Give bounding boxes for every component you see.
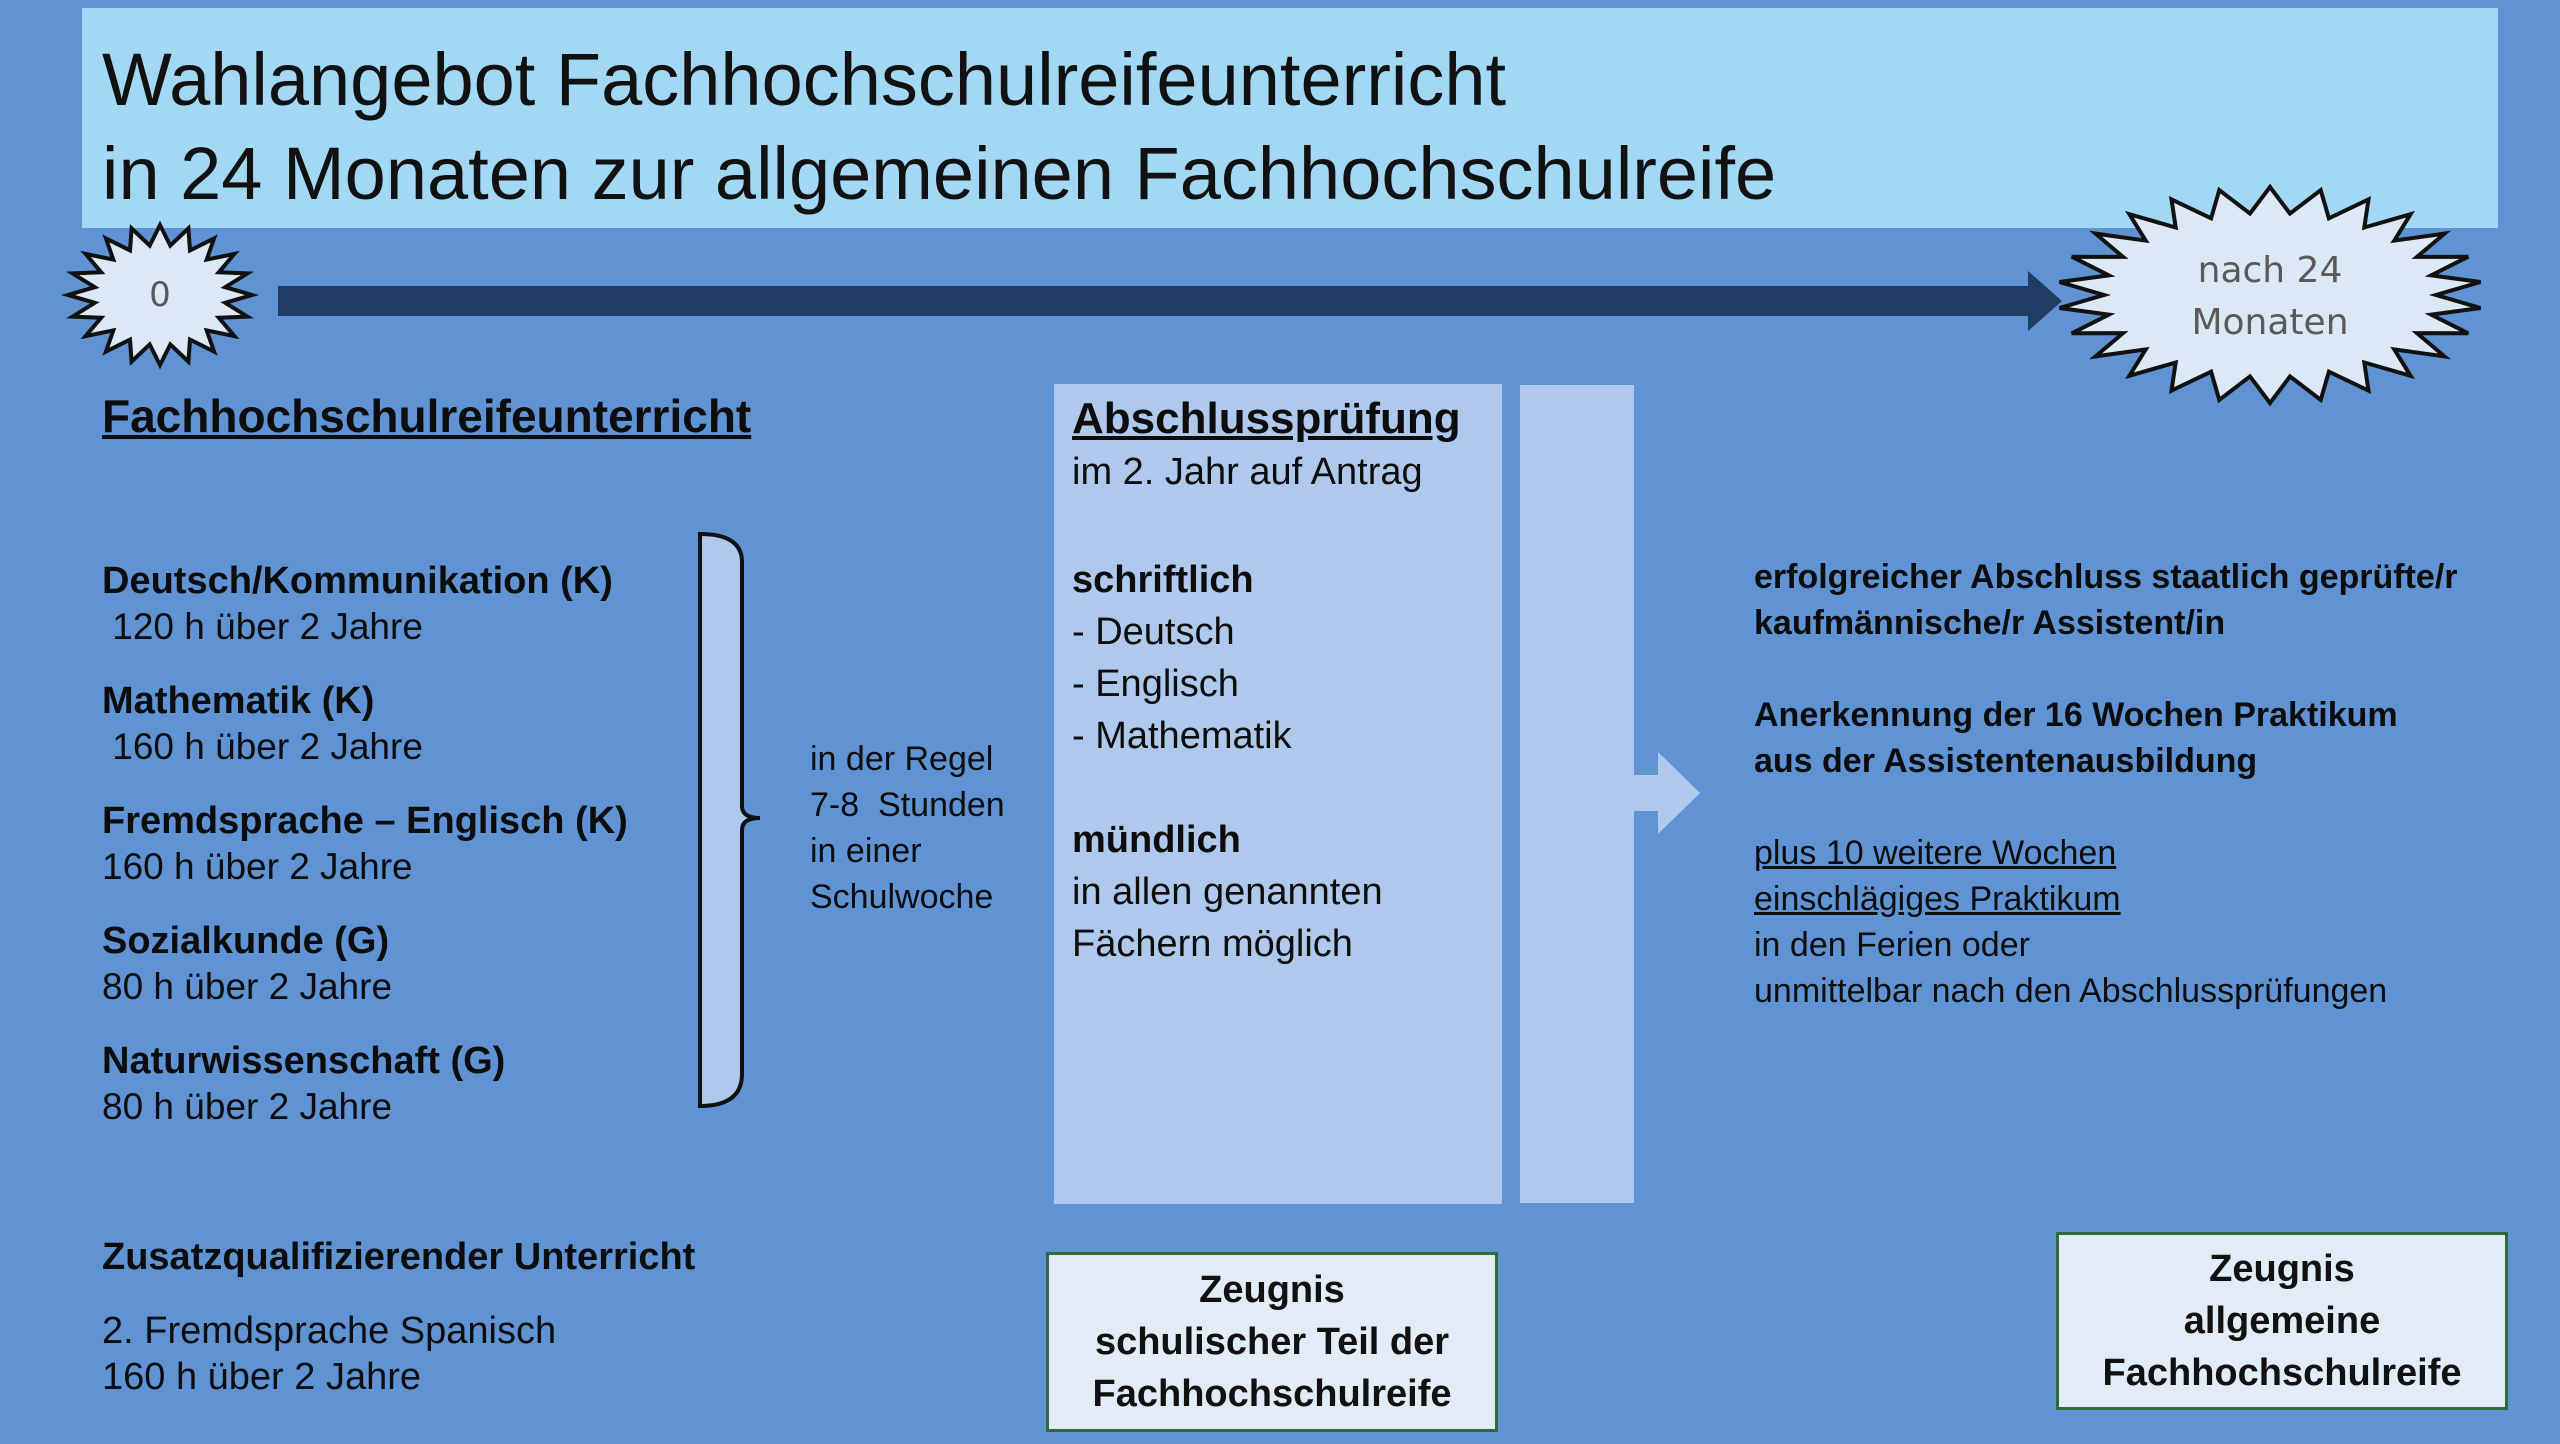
subject-hours: 120 h über 2 Jahre [102, 606, 423, 647]
extra-hours: 160 h über 2 Jahre [102, 1356, 422, 1398]
subject-hours: 80 h über 2 Jahre [102, 966, 393, 1007]
certificate-general [2056, 1232, 2508, 1410]
end-burst [2060, 187, 2481, 403]
certificate-line: schulischer Teil der [1094, 1321, 1450, 1363]
additional-internship-text: einschlägiges Praktikum [1754, 880, 2121, 918]
subject-name: Mathematik (K) [102, 680, 375, 722]
subject-brace [680, 520, 780, 1120]
subject-item [102, 1038, 628, 1158]
start-label: 0 [149, 275, 171, 315]
subject-hours: 160 h über 2 Jahre [102, 846, 413, 887]
written-item: - Mathematik [1072, 715, 1292, 757]
certificate-school-part [1046, 1252, 1498, 1432]
exam-content [1072, 392, 1461, 970]
brace-note [810, 736, 1005, 920]
exam-side-strip [1520, 385, 1634, 1203]
certificate-line: Zeugnis [1199, 1269, 1345, 1311]
internship-timing-text: in den Ferien oder [1754, 926, 2030, 964]
written-item: - Deutsch [1072, 611, 1235, 653]
subject-list [102, 558, 628, 1158]
subject-name: Deutsch/Kommunikation (K) [102, 560, 613, 602]
right-info [1754, 554, 2458, 1014]
certificate-line: Fachhochschulreife [2102, 1352, 2462, 1394]
right-arrow [1634, 750, 1704, 840]
brace-note-line: in einer [810, 832, 922, 870]
brace-note-line: in der Regel [810, 740, 994, 778]
title-line-1: Wahlangebot Fachhochschulreifeunterricht [102, 38, 1507, 121]
internship-recognition-text: aus der Assistentenausbildung [1754, 742, 2258, 780]
certificate-line: Zeugnis [2209, 1248, 2355, 1290]
subject-name: Sozialkunde (G) [102, 920, 390, 962]
subject-name: Fremdsprache – Englisch (K) [102, 800, 628, 842]
result-text: kaufmännische/r Assistent/in [1754, 604, 2226, 642]
extra-subject: 2. Fremdsprache Spanisch [102, 1310, 557, 1352]
subject-item [102, 798, 628, 918]
subject-hours: 160 h über 2 Jahre [102, 726, 423, 767]
extra-subject-block [102, 1308, 556, 1400]
internship-timing-text: unmittelbar nach den Abschlussprüfungen [1754, 972, 2388, 1010]
timeline-arrow [278, 271, 2062, 331]
timeline [0, 0, 2560, 420]
oral-heading: mündlich [1072, 819, 1241, 861]
end-label-line-1: nach 24 [2197, 250, 2343, 291]
result-text: erfolgreicher Abschluss staatlich geprüfte/r [1754, 558, 2458, 596]
brace-note-line: Schulwoche [810, 878, 994, 916]
written-heading: schriftlich [1072, 559, 1254, 601]
exam-subheading: im 2. Jahr auf Antrag [1072, 451, 1423, 493]
end-label-line-2: Monaten [2191, 302, 2349, 343]
internship-recognition-text: Anerkennung der 16 Wochen Praktikum [1754, 696, 2398, 734]
certificate-line: Fachhochschulreife [1092, 1373, 1452, 1415]
title-line-2: in 24 Monaten zur allgemeinen Fachhochschulreife [102, 132, 1777, 215]
brace-note-line: 7-8 Stunden [810, 786, 1005, 824]
subject-item [102, 678, 628, 798]
subject-name: Naturwissenschaft (G) [102, 1040, 506, 1082]
subject-item [102, 558, 628, 678]
subject-hours: 80 h über 2 Jahre [102, 1086, 393, 1127]
additional-internship-text: plus 10 weitere Wochen [1754, 834, 2117, 872]
oral-text: Fächern möglich [1072, 923, 1353, 965]
left-heading: Fachhochschulreifeunterricht [102, 390, 752, 442]
oral-text: in allen genannten [1072, 871, 1383, 913]
certificate-line: allgemeine [2183, 1300, 2381, 1342]
written-item: - Englisch [1072, 663, 1239, 705]
exam-heading: Abschlussprüfung [1072, 394, 1461, 443]
subject-item [102, 918, 628, 1038]
extra-heading: Zusatzqualifizierender Unterricht [102, 1236, 696, 1278]
